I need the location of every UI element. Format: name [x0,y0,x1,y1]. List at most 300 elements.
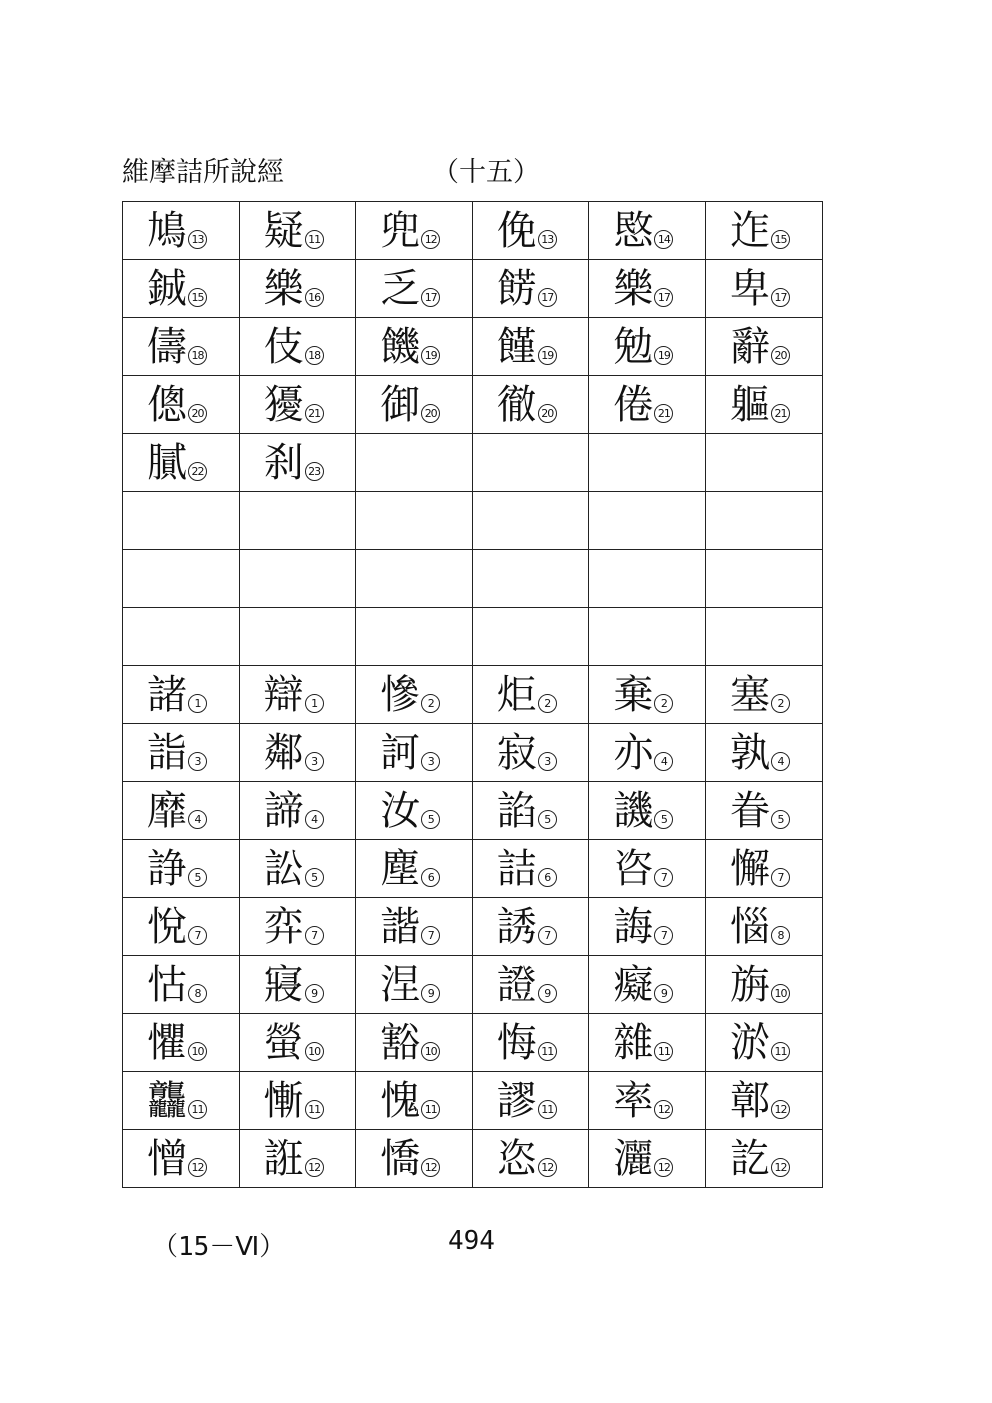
grid-cell [472,376,589,434]
circled-reference-number: 12 [421,230,440,249]
grid-cell [356,492,473,550]
grid-row [123,550,823,608]
circled-reference-number: 7 [305,926,324,945]
grid-cell [356,840,473,898]
circled-reference-number: 10 [305,1042,324,1061]
circled-reference-number: 12 [305,1158,324,1177]
volume-number: （十五） [432,157,540,188]
glyph-character: 塵 [380,845,421,892]
cell-content [264,441,356,485]
glyph-character: 懈 [729,845,770,892]
grid-cell [589,202,706,260]
circled-reference-number: 9 [538,984,557,1003]
cell-content [147,1021,239,1065]
cell-content [613,789,705,833]
cell-content [613,267,705,311]
cell-content [147,963,239,1007]
glyph-character: 辭 [729,323,770,370]
glyph-character: 塞 [729,671,770,718]
circled-reference-number: 3 [188,752,207,771]
grid-cell [472,898,589,956]
glyph-character: 弈 [263,903,304,950]
circled-reference-number: 6 [538,868,557,887]
glyph-character: 愧 [380,1077,421,1124]
cell-content [730,383,822,427]
grid-row [123,608,823,666]
grid-cell [589,666,706,724]
circled-reference-number: 14 [654,230,673,249]
grid-cell [472,318,589,376]
grid-cell [123,550,240,608]
cell-content [147,441,239,485]
cell-content [380,731,472,775]
circled-reference-number: 15 [771,230,790,249]
grid-cell [123,898,240,956]
circled-reference-number: 2 [771,694,790,713]
glyph-character: 誨 [613,903,654,950]
grid-cell [239,260,356,318]
glyph-character: 寂 [496,729,537,776]
circled-reference-number: 20 [421,404,440,423]
grid-cell [472,1072,589,1130]
cell-content [497,847,589,891]
grid-cell [123,666,240,724]
glyph-character: 惱 [729,903,770,950]
grid-cell [123,1072,240,1130]
cell-content [613,847,705,891]
grid-cell [356,1072,473,1130]
page-header [122,150,540,189]
glyph-character: 慚 [263,1077,304,1124]
glyph-character: 倦 [613,381,654,428]
cell-content [730,209,822,253]
cell-content [613,731,705,775]
cell-content [147,1079,239,1123]
grid-row [123,376,823,434]
glyph-character: 雜 [613,1019,654,1066]
circled-reference-number: 23 [305,462,324,481]
glyph-character: 諦 [263,787,304,834]
grid-cell [239,492,356,550]
grid-cell [239,434,356,492]
circled-reference-number: 4 [654,752,673,771]
grid-cell [356,1130,473,1188]
grid-cell [705,1014,822,1072]
circled-reference-number: 7 [654,926,673,945]
cell-content [380,1021,472,1065]
grid-row [123,1072,823,1130]
grid-cell [239,318,356,376]
cell-content [147,383,239,427]
grid-cell [705,434,822,492]
glyph-character: 乏 [380,265,421,312]
grid-cell [356,202,473,260]
glyph-character: 伎 [263,323,304,370]
cell-content [730,731,822,775]
grid-cell [589,318,706,376]
grid-cell [123,1130,240,1188]
circled-reference-number: 21 [771,404,790,423]
grid-cell [705,840,822,898]
circled-reference-number: 4 [305,810,324,829]
cell-content [730,963,822,1007]
cell-content [264,1021,356,1065]
glyph-character: 疑 [263,207,304,254]
circled-reference-number: 2 [654,694,673,713]
grid-cell [589,608,706,666]
cell-content [264,209,356,253]
circled-reference-number: 3 [421,752,440,771]
grid-cell [705,782,822,840]
grid-cell [123,840,240,898]
glyph-character: 龘 [147,1077,187,1124]
grid-cell [472,1130,589,1188]
grid-cell [589,782,706,840]
circled-reference-number: 5 [421,810,440,829]
glyph-character: 樂 [263,265,304,312]
section-label: （15－Ⅵ） [152,1232,286,1262]
cell-content [264,905,356,949]
cell-content [264,789,356,833]
glyph-character: 鋮 [147,265,187,312]
cell-content [147,847,239,891]
glyph-character: 詰 [496,845,537,892]
cell-content [147,673,239,717]
circled-reference-number: 11 [305,1100,324,1119]
grid-cell [589,898,706,956]
glyph-character: 儔 [147,323,187,370]
cell-content [497,325,589,369]
glyph-character: 誘 [496,903,537,950]
circled-reference-number: 21 [654,404,673,423]
circled-reference-number: 13 [538,230,557,249]
grid-cell [356,260,473,318]
cell-content [613,1079,705,1123]
glyph-character: 饉 [496,323,537,370]
grid-cell [589,956,706,1014]
glyph-character: 鳩 [147,207,187,254]
grid-row [123,260,823,318]
cell-content [497,209,589,253]
grid-cell [239,898,356,956]
cell-content [613,673,705,717]
circled-reference-number: 5 [188,868,207,887]
grid-cell [589,840,706,898]
glyph-character: 迮 [729,207,770,254]
glyph-character: 諍 [147,845,187,892]
circled-reference-number: 9 [305,984,324,1003]
glyph-character: 膩 [147,439,187,486]
grid-cell [239,202,356,260]
circled-reference-number: 11 [538,1042,557,1061]
glyph-character: 炬 [496,671,537,718]
circled-reference-number: 12 [771,1100,790,1119]
cell-content [147,209,239,253]
grid-cell [705,724,822,782]
glyph-character: 辯 [263,671,304,718]
glyph-character: 譏 [613,787,654,834]
grid-cell [123,608,240,666]
cell-content [730,325,822,369]
grid-cell [239,1014,356,1072]
grid-cell [239,782,356,840]
cell-content [613,325,705,369]
cell-content [613,905,705,949]
glyph-character: 率 [613,1077,654,1124]
glyph-character: 餝 [496,265,537,312]
cell-content [147,267,239,311]
cell-content [613,1021,705,1065]
cell-content [730,1021,822,1065]
grid-cell [472,956,589,1014]
circled-reference-number: 12 [654,1100,673,1119]
circled-reference-number: 18 [305,346,324,365]
cell-content [497,731,589,775]
circled-reference-number: 1 [305,694,324,713]
cell-content [380,383,472,427]
circled-reference-number: 19 [538,346,557,365]
grid-cell [239,1072,356,1130]
cell-content [380,209,472,253]
cell-content [730,847,822,891]
circled-reference-number: 21 [305,404,324,423]
glyph-character: 諸 [147,671,187,718]
grid-cell [239,550,356,608]
circled-reference-number: 5 [305,868,324,887]
glyph-character: 諂 [496,787,537,834]
cell-content [497,1137,589,1181]
circled-reference-number: 8 [771,926,790,945]
character-grid [122,201,823,1188]
grid-cell [589,1072,706,1130]
glyph-character: 兜 [380,207,421,254]
glyph-character: 傯 [147,381,187,428]
grid-cell [705,1130,822,1188]
circled-reference-number: 15 [188,288,207,307]
grid-cell [356,550,473,608]
cell-content [380,673,472,717]
grid-cell [705,898,822,956]
glyph-character: 恣 [496,1135,537,1182]
cell-content [497,1079,589,1123]
grid-cell [589,492,706,550]
circled-reference-number: 8 [188,984,207,1003]
circled-reference-number: 2 [538,694,557,713]
circled-reference-number: 9 [421,984,440,1003]
circled-reference-number: 9 [654,984,673,1003]
grid-cell [705,202,822,260]
grid-cell [123,492,240,550]
grid-row [123,666,823,724]
glyph-character: 寢 [263,961,304,1008]
grid-cell [239,376,356,434]
cell-content [264,1137,356,1181]
circled-reference-number: 12 [771,1158,790,1177]
glyph-character: 諧 [380,903,421,950]
circled-reference-number: 5 [538,810,557,829]
circled-reference-number: 20 [188,404,207,423]
grid-cell [356,434,473,492]
grid-cell [356,724,473,782]
grid-cell [589,1130,706,1188]
circled-reference-number: 10 [188,1042,207,1061]
circled-reference-number: 18 [188,346,207,365]
glyph-character: 獶 [263,381,304,428]
circled-reference-number: 3 [538,752,557,771]
glyph-character: 樂 [613,265,654,312]
cell-content [380,905,472,949]
cell-content [730,905,822,949]
grid-cell [239,840,356,898]
cell-content [380,789,472,833]
circled-reference-number: 6 [421,868,440,887]
grid-cell [472,840,589,898]
grid-cell [472,202,589,260]
grid-cell [356,782,473,840]
grid-cell [356,376,473,434]
circled-reference-number: 12 [421,1158,440,1177]
circled-reference-number: 12 [188,1158,207,1177]
grid-row [123,434,823,492]
cell-content [264,847,356,891]
grid-cell [705,550,822,608]
grid-cell [123,1014,240,1072]
grid-cell [356,318,473,376]
glyph-character: 詣 [147,729,187,776]
glyph-character: 豁 [380,1019,421,1066]
grid-row [123,1130,823,1188]
glyph-character: 憎 [147,1135,187,1182]
grid-cell [123,724,240,782]
cell-content [264,325,356,369]
circled-reference-number: 11 [538,1100,557,1119]
circled-reference-number: 17 [654,288,673,307]
circled-reference-number: 22 [188,462,207,481]
grid-cell [705,956,822,1014]
glyph-character: 軀 [729,381,770,428]
glyph-character: 訶 [380,729,421,776]
cell-content [380,1079,472,1123]
grid-cell [705,1072,822,1130]
grid-cell [239,666,356,724]
grid-cell [239,724,356,782]
glyph-character: 靡 [147,787,187,834]
grid-cell [705,318,822,376]
circled-reference-number: 4 [188,810,207,829]
glyph-character: 饑 [380,323,421,370]
glyph-character: 慘 [380,671,421,718]
glyph-character: 謬 [496,1077,537,1124]
glyph-character: 旃 [729,961,770,1008]
glyph-character: 灑 [613,1135,654,1182]
grid-cell [123,202,240,260]
circled-reference-number: 17 [771,288,790,307]
glyph-character: 鄣 [729,1077,770,1124]
cell-content [147,789,239,833]
grid-row [123,840,823,898]
circled-reference-number: 3 [305,752,324,771]
glyph-character: 悅 [147,903,187,950]
cell-content [380,847,472,891]
grid-cell [705,666,822,724]
cell-content [613,1137,705,1181]
grid-cell [123,260,240,318]
cell-content [264,673,356,717]
grid-row [123,724,823,782]
cell-content [613,209,705,253]
glyph-character: 誑 [263,1135,304,1182]
grid-row [123,956,823,1014]
circled-reference-number: 7 [654,868,673,887]
glyph-character: 怙 [147,961,187,1008]
glyph-character: 徹 [496,381,537,428]
circled-reference-number: 7 [421,926,440,945]
grid-cell [472,724,589,782]
circled-reference-number: 20 [538,404,557,423]
grid-cell [589,1014,706,1072]
grid-cell [356,666,473,724]
grid-cell [239,1130,356,1188]
cell-content [613,383,705,427]
circled-reference-number: 11 [421,1100,440,1119]
glyph-character: 眷 [729,787,770,834]
cell-content [380,325,472,369]
character-grid-body [123,202,823,1188]
glyph-character: 懼 [147,1019,187,1066]
grid-cell [705,376,822,434]
glyph-character: 淤 [729,1019,770,1066]
cell-content [147,905,239,949]
glyph-character: 刹 [263,439,304,486]
grid-cell [472,434,589,492]
glyph-character: 卑 [729,265,770,312]
glyph-character: 汝 [380,787,421,834]
circled-reference-number: 11 [305,230,324,249]
cell-content [730,673,822,717]
grid-row [123,782,823,840]
grid-cell [356,956,473,1014]
circled-reference-number: 2 [421,694,440,713]
cell-content [380,963,472,1007]
glyph-character: 咨 [613,845,654,892]
grid-cell [123,782,240,840]
circled-reference-number: 11 [654,1042,673,1061]
grid-cell [472,492,589,550]
glyph-character: 鄰 [263,729,304,776]
glyph-character: 訖 [729,1135,770,1182]
glyph-character: 涅 [380,961,421,1008]
cell-content [497,383,589,427]
cell-content [264,383,356,427]
grid-cell [472,782,589,840]
grid-cell [472,550,589,608]
cell-content [497,963,589,1007]
circled-reference-number: 10 [771,984,790,1003]
glyph-character: 勉 [613,323,654,370]
page-number: 494 [448,1226,495,1256]
glyph-character: 愍 [613,207,654,254]
grid-cell [472,608,589,666]
circled-reference-number: 12 [654,1158,673,1177]
circled-reference-number: 20 [771,346,790,365]
grid-cell [356,898,473,956]
cell-content [147,731,239,775]
grid-row [123,492,823,550]
circled-reference-number: 7 [188,926,207,945]
cell-content [147,325,239,369]
circled-reference-number: 7 [771,868,790,887]
glyph-character: 棄 [613,671,654,718]
